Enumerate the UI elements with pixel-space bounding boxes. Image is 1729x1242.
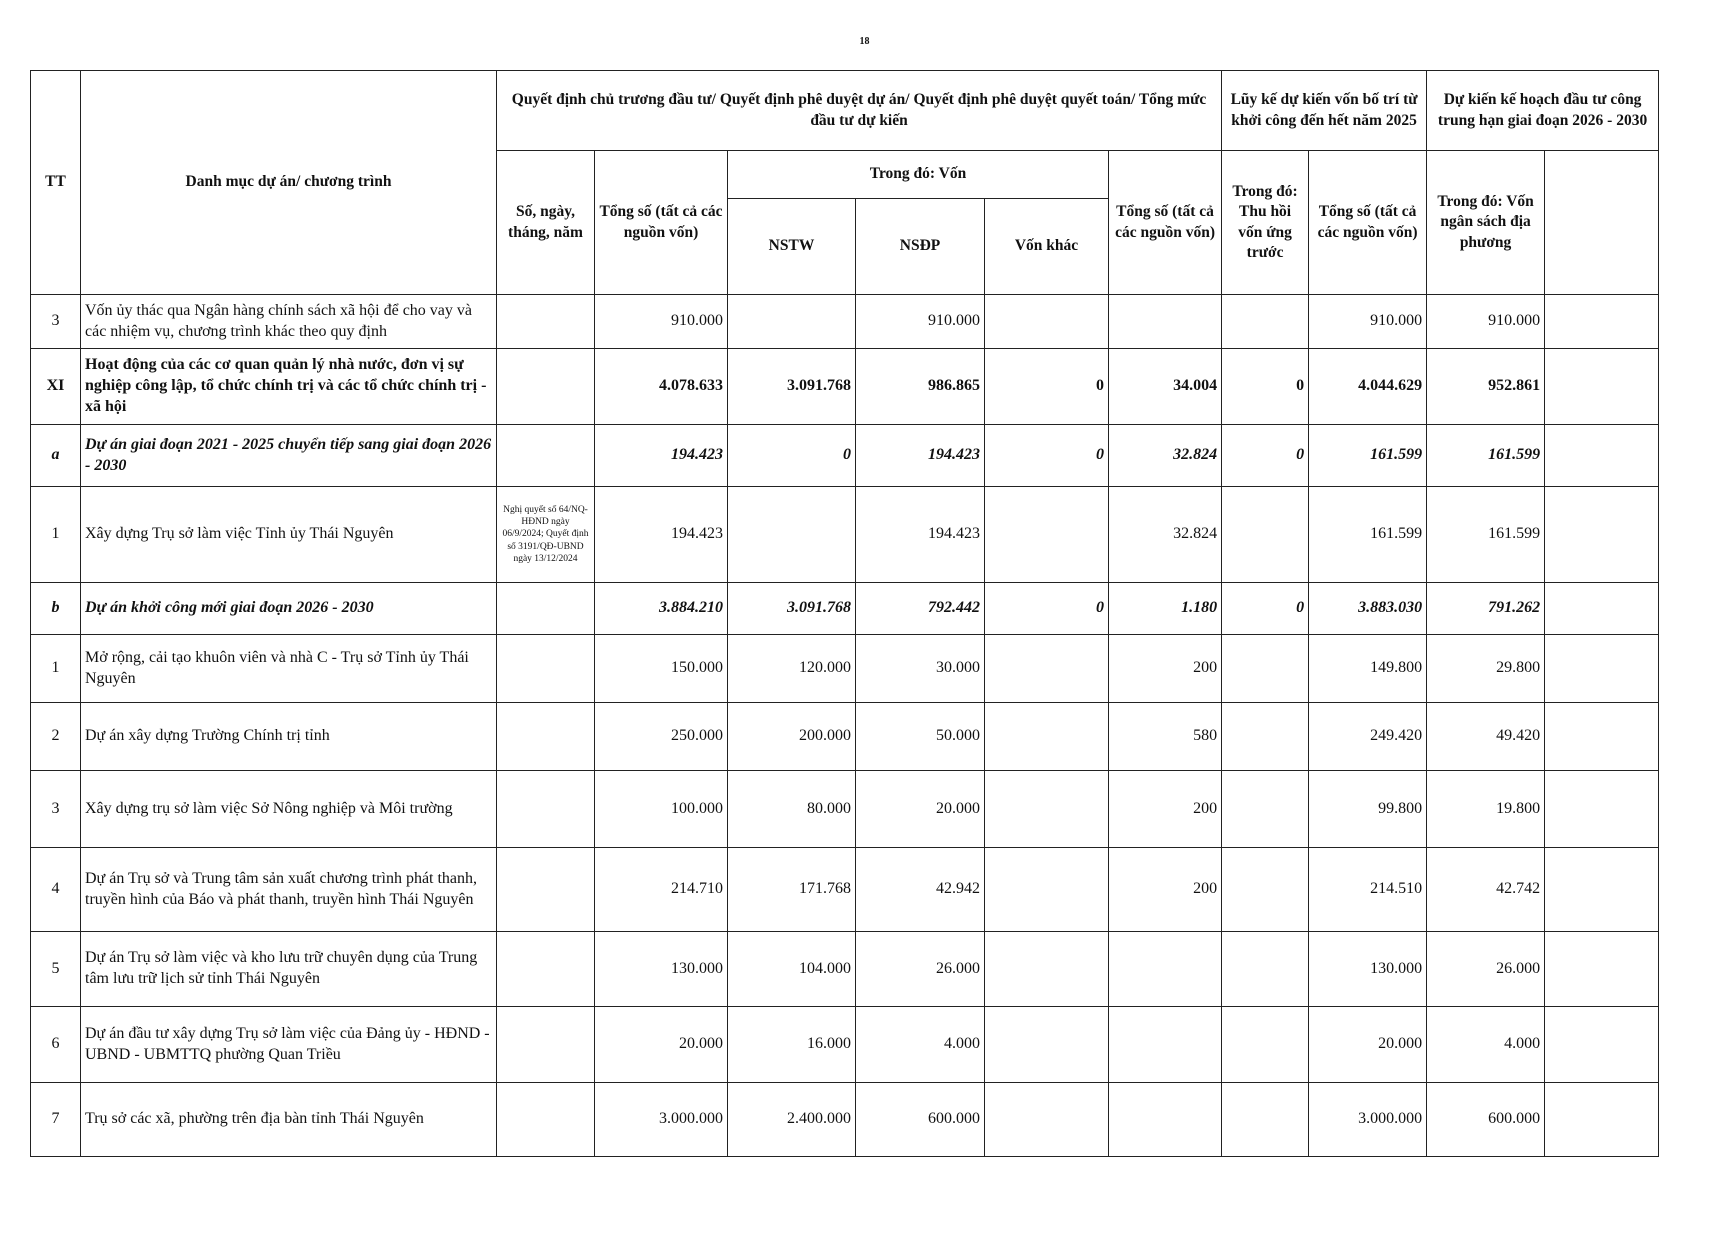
investment-table (30, 70, 1659, 1157)
cell-other (985, 703, 1109, 771)
cell-recovery (1222, 1007, 1309, 1083)
cell-plan-local: 791.262 (1427, 583, 1545, 635)
cell-nsdp: 30.000 (856, 635, 985, 703)
cell-decision (497, 1083, 595, 1157)
cell-plan-total: 3.000.000 (1309, 1083, 1427, 1157)
table-row (31, 848, 1659, 932)
cell-nsdp: 4.000 (856, 1007, 985, 1083)
table-row (31, 703, 1659, 771)
cell-other (985, 848, 1109, 932)
cell-total: 3.884.210 (595, 583, 728, 635)
header-plan-total: Tổng số (tất cả các nguồn vốn) (1309, 151, 1427, 295)
cell-recovery (1222, 295, 1309, 349)
cell-recovery: 0 (1222, 425, 1309, 487)
cell-note (1545, 932, 1659, 1007)
cell-other (985, 1007, 1109, 1083)
cell-tt: 1 (31, 635, 81, 703)
cell-note (1545, 295, 1659, 349)
cell-nstw: 200.000 (728, 703, 856, 771)
page-number: 18 (859, 36, 870, 47)
cell-total: 194.423 (595, 425, 728, 487)
cell-nstw: 0 (728, 425, 856, 487)
cell-nstw: 80.000 (728, 771, 856, 848)
cell-nstw: 104.000 (728, 932, 856, 1007)
cell-name: Dự án đầu tư xây dựng Trụ sở làm việc của Đảng ủy - HĐND - UBND - UBMTTQ phường Quan Triều (81, 1007, 497, 1083)
header-plan-local: Trong đó: Vốn ngân sách địa phương (1427, 151, 1545, 295)
header-plan-group: Dự kiến kế hoạch đầu tư công trung hạn giai đoạn 2026 - 2030 (1427, 71, 1659, 151)
table-row (31, 635, 1659, 703)
cell-tt: 6 (31, 1007, 81, 1083)
cell-plan-total: 161.599 (1309, 425, 1427, 487)
cell-note (1545, 487, 1659, 583)
cell-nstw: 3.091.768 (728, 583, 856, 635)
cell-decision (497, 771, 595, 848)
cell-note (1545, 583, 1659, 635)
cell-note (1545, 425, 1659, 487)
cell-decision (497, 295, 595, 349)
cell-recovery (1222, 487, 1309, 583)
cell-plan-local: 49.420 (1427, 703, 1545, 771)
cell-nsdp: 26.000 (856, 932, 985, 1007)
cell-other: 0 (985, 583, 1109, 635)
cell-recovery: 0 (1222, 583, 1309, 635)
cell-tt: 3 (31, 771, 81, 848)
cell-total: 194.423 (595, 487, 728, 583)
cell-total: 150.000 (595, 635, 728, 703)
cell-note (1545, 1007, 1659, 1083)
cell-decision (497, 349, 595, 425)
header-of-which-capital: Trong đó: Vốn (728, 151, 1109, 199)
cell-name: Xây dựng Trụ sở làm việc Tỉnh ủy Thái Nguyên (81, 487, 497, 583)
cell-plan-total: 99.800 (1309, 771, 1427, 848)
cell-plan-total: 161.599 (1309, 487, 1427, 583)
cell-total: 910.000 (595, 295, 728, 349)
cell-tt: 7 (31, 1083, 81, 1157)
cell-decision: Nghị quyết số 64/NQ-HĐND ngày 06/9/2024; Quyết định số 3191/QĐ-UBND ngày 13/12/2024 (497, 487, 595, 583)
cell-nstw: 2.400.000 (728, 1083, 856, 1157)
cell-name: Dự án Trụ sở và Trung tâm sản xuất chương trình phát thanh, truyền hình của Báo và phát thanh, truyền hình Thái Nguyên (81, 848, 497, 932)
cell-name: Mở rộng, cải tạo khuôn viên và nhà C - Trụ sở Tỉnh ủy Thái Nguyên (81, 635, 497, 703)
cell-plan-total: 4.044.629 (1309, 349, 1427, 425)
cell-note (1545, 349, 1659, 425)
cell-other (985, 1083, 1109, 1157)
cell-other (985, 295, 1109, 349)
cell-tt: XI (31, 349, 81, 425)
cell-total: 214.710 (595, 848, 728, 932)
cell-plan-local: 600.000 (1427, 1083, 1545, 1157)
cell-other (985, 932, 1109, 1007)
cell-decision (497, 932, 595, 1007)
cell-cumulative-total: 32.824 (1109, 487, 1222, 583)
table-row (31, 1083, 1659, 1157)
cell-recovery (1222, 703, 1309, 771)
cell-plan-total: 910.000 (1309, 295, 1427, 349)
cell-cumulative-total: 200 (1109, 771, 1222, 848)
cell-nsdp: 792.442 (856, 583, 985, 635)
cell-nsdp: 194.423 (856, 487, 985, 583)
cell-decision (497, 635, 595, 703)
header-cumulative-group: Lũy kế dự kiến vốn bố trí từ khởi công đến hết năm 2025 (1222, 71, 1427, 151)
cell-recovery (1222, 932, 1309, 1007)
cell-tt: 1 (31, 487, 81, 583)
table-header (31, 71, 1659, 295)
header-total: Tổng số (tất cả các nguồn vốn) (595, 151, 728, 295)
cell-total: 100.000 (595, 771, 728, 848)
cell-cumulative-total: 580 (1109, 703, 1222, 771)
table-row (31, 487, 1659, 583)
header-cumulative-total: Tổng số (tất cả các nguồn vốn) (1109, 151, 1222, 295)
cell-total: 130.000 (595, 932, 728, 1007)
header-decision-number: Số, ngày, tháng, năm (497, 151, 595, 295)
cell-nsdp: 600.000 (856, 1083, 985, 1157)
cell-total: 3.000.000 (595, 1083, 728, 1157)
cell-nstw (728, 487, 856, 583)
cell-cumulative-total: 1.180 (1109, 583, 1222, 635)
cell-note (1545, 1083, 1659, 1157)
cell-recovery (1222, 1083, 1309, 1157)
cell-nsdp: 20.000 (856, 771, 985, 848)
cell-plan-local: 42.742 (1427, 848, 1545, 932)
cell-other: 0 (985, 349, 1109, 425)
cell-nstw: 3.091.768 (728, 349, 856, 425)
cell-tt: 3 (31, 295, 81, 349)
cell-plan-local: 161.599 (1427, 425, 1545, 487)
cell-cumulative-total (1109, 1083, 1222, 1157)
cell-plan-local: 29.800 (1427, 635, 1545, 703)
cell-name: Dự án xây dựng Trường Chính trị tỉnh (81, 703, 497, 771)
cell-nsdp: 42.942 (856, 848, 985, 932)
cell-decision (497, 848, 595, 932)
cell-plan-total: 3.883.030 (1309, 583, 1427, 635)
cell-plan-local: 26.000 (1427, 932, 1545, 1007)
cell-total: 250.000 (595, 703, 728, 771)
table-row (31, 349, 1659, 425)
cell-cumulative-total: 200 (1109, 635, 1222, 703)
cell-note (1545, 848, 1659, 932)
cell-name: Vốn ủy thác qua Ngân hàng chính sách xã hội để cho vay và các nhiệm vụ, chương trình khác theo quy định (81, 295, 497, 349)
cell-plan-total: 130.000 (1309, 932, 1427, 1007)
header-nstw: NSTW (728, 199, 856, 295)
cell-cumulative-total (1109, 295, 1222, 349)
cell-nstw: 171.768 (728, 848, 856, 932)
table-row (31, 771, 1659, 848)
cell-plan-local: 952.861 (1427, 349, 1545, 425)
cell-plan-local: 910.000 (1427, 295, 1545, 349)
cell-other (985, 771, 1109, 848)
header-decision-group: Quyết định chủ trương đầu tư/ Quyết định phê duyệt dự án/ Quyết định phê duyệt quyết toán/ Tổng mức đầu tư dự kiến (497, 71, 1222, 151)
table-row (31, 583, 1659, 635)
cell-decision (497, 425, 595, 487)
cell-nsdp: 910.000 (856, 295, 985, 349)
cell-cumulative-total: 32.824 (1109, 425, 1222, 487)
cell-recovery (1222, 635, 1309, 703)
table-row (31, 932, 1659, 1007)
cell-nsdp: 50.000 (856, 703, 985, 771)
cell-cumulative-total: 34.004 (1109, 349, 1222, 425)
cell-recovery (1222, 848, 1309, 932)
cell-tt: a (31, 425, 81, 487)
cell-note (1545, 635, 1659, 703)
header-nsdp: NSĐP (856, 199, 985, 295)
header-other-capital: Vốn khác (985, 199, 1109, 295)
header-tt: TT (31, 71, 81, 295)
cell-decision (497, 1007, 595, 1083)
cell-recovery: 0 (1222, 349, 1309, 425)
cell-plan-total: 214.510 (1309, 848, 1427, 932)
cell-nstw: 120.000 (728, 635, 856, 703)
cell-other (985, 487, 1109, 583)
cell-name: Trụ sở các xã, phường trên địa bàn tỉnh Thái Nguyên (81, 1083, 497, 1157)
cell-cumulative-total (1109, 1007, 1222, 1083)
cell-plan-total: 249.420 (1309, 703, 1427, 771)
cell-plan-local: 4.000 (1427, 1007, 1545, 1083)
table-row (31, 1007, 1659, 1083)
cell-total: 4.078.633 (595, 349, 728, 425)
header-recovery: Trong đó: Thu hồi vốn ứng trước (1222, 151, 1309, 295)
cell-tt: 4 (31, 848, 81, 932)
cell-note (1545, 771, 1659, 848)
cell-name: Hoạt động của các cơ quan quản lý nhà nước, đơn vị sự nghiệp công lập, tổ chức chính trị và các tổ chức chính trị - xã hội (81, 349, 497, 425)
cell-other: 0 (985, 425, 1109, 487)
cell-name: Xây dựng trụ sở làm việc Sở Nông nghiệp và Môi trường (81, 771, 497, 848)
cell-nsdp: 986.865 (856, 349, 985, 425)
cell-name: Dự án khởi công mới giai đoạn 2026 - 2030 (81, 583, 497, 635)
cell-nstw: 16.000 (728, 1007, 856, 1083)
cell-nsdp: 194.423 (856, 425, 985, 487)
cell-name: Dự án giai đoạn 2021 - 2025 chuyển tiếp sang giai đoạn 2026 - 2030 (81, 425, 497, 487)
table-row (31, 425, 1659, 487)
cell-tt: b (31, 583, 81, 635)
cell-tt: 2 (31, 703, 81, 771)
cell-cumulative-total (1109, 932, 1222, 1007)
table-row (31, 295, 1659, 349)
cell-decision (497, 583, 595, 635)
cell-nstw (728, 295, 856, 349)
cell-total: 20.000 (595, 1007, 728, 1083)
cell-name: Dự án Trụ sở làm việc và kho lưu trữ chuyên dụng của Trung tâm lưu trữ lịch sử tỉnh Thái Nguyên (81, 932, 497, 1007)
cell-plan-local: 161.599 (1427, 487, 1545, 583)
cell-tt: 5 (31, 932, 81, 1007)
cell-other (985, 635, 1109, 703)
cell-plan-local: 19.800 (1427, 771, 1545, 848)
header-category: Danh mục dự án/ chương trình (81, 71, 497, 295)
cell-cumulative-total: 200 (1109, 848, 1222, 932)
cell-plan-total: 20.000 (1309, 1007, 1427, 1083)
cell-note (1545, 703, 1659, 771)
cell-decision (497, 703, 595, 771)
cell-recovery (1222, 771, 1309, 848)
cell-plan-total: 149.800 (1309, 635, 1427, 703)
table-body (31, 295, 1659, 1157)
